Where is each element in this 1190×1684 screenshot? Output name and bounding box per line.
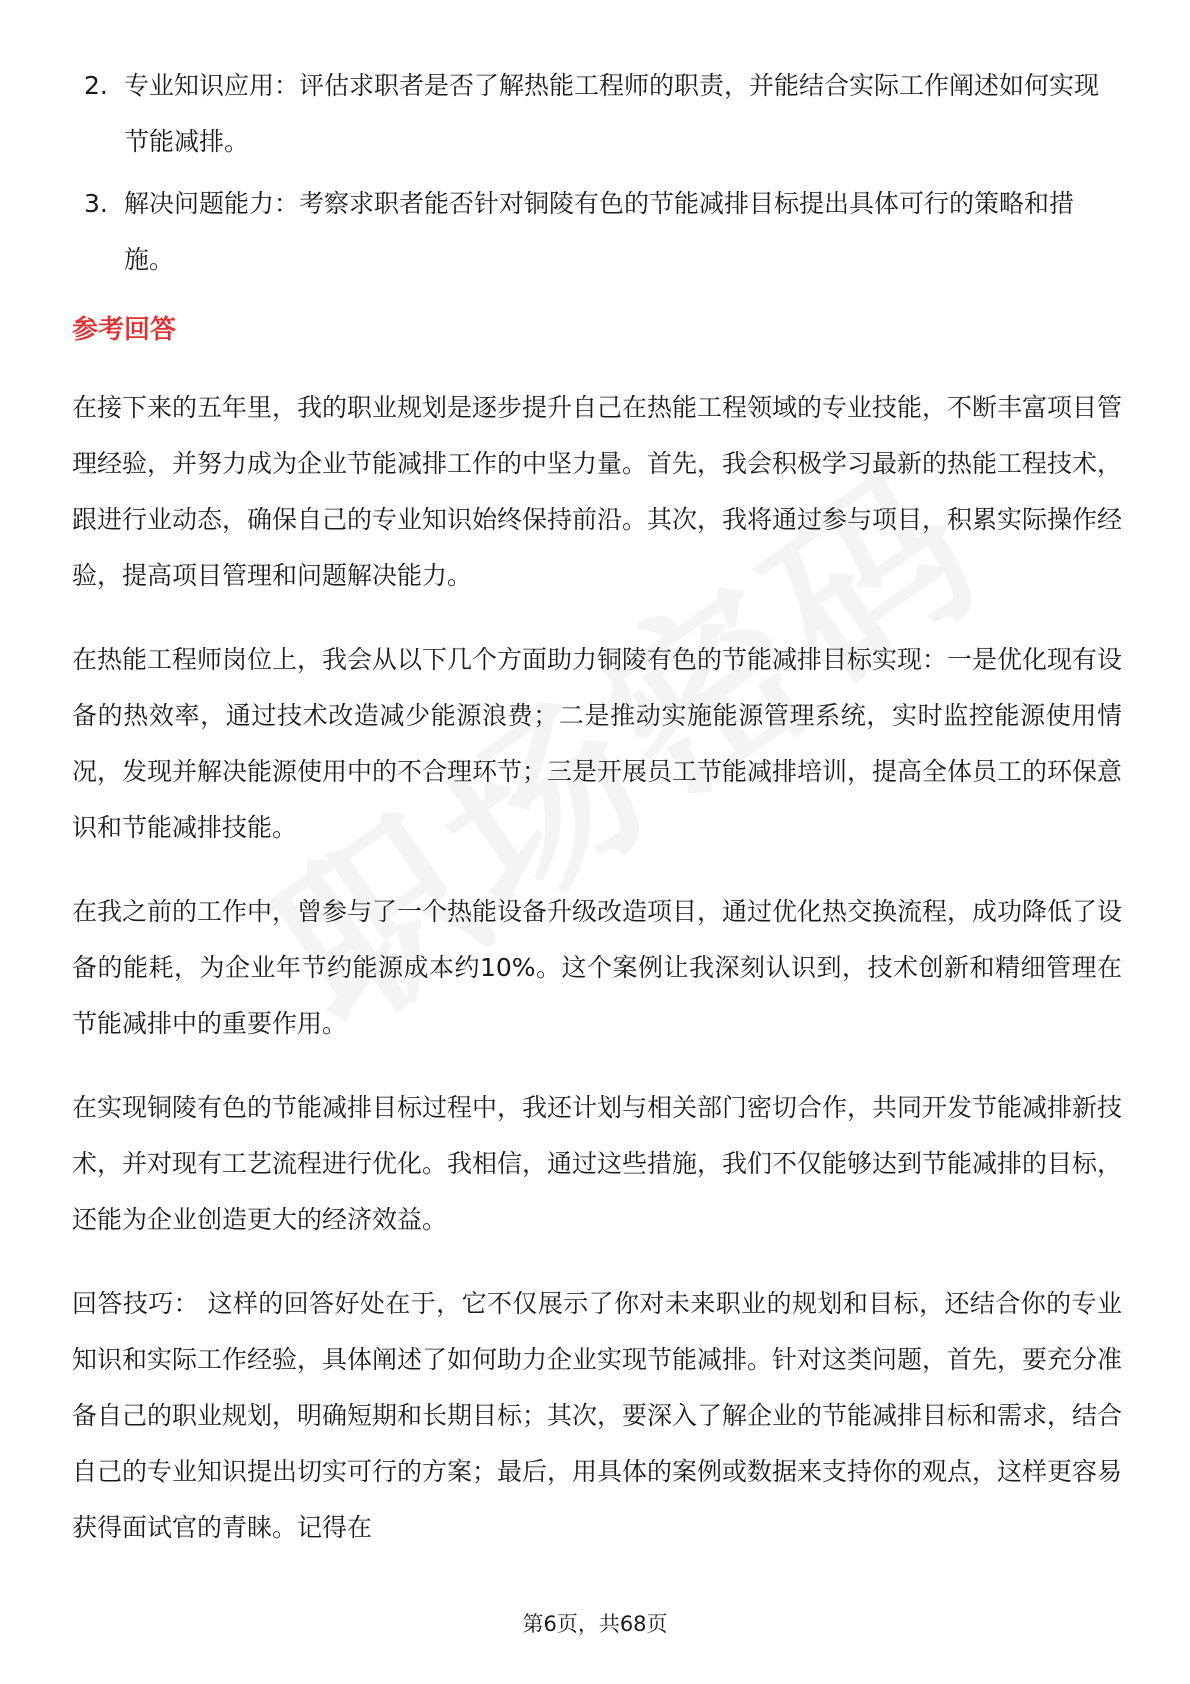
paragraph: 回答技巧： 这样的回答好处在于，它不仅展示了你对未来职业的规划和目标，还结合你的专业知识和实际工作经验，具体阐述了如何助力企业实现节能减排。针对这类问题，首先，要充分准备自己的职业规划，明确短期和长期目标；其次，要深入了解企业的节能减排目标和需求，结合自己的专业知识提出切实可行的方案；最后，用具体的案例或数据来支持你的观点，这样更容易获得面试官的青睐。记得在 — [72, 1289, 1123, 1542]
page-number: 第6页，共68页 — [522, 1612, 668, 1636]
list-item-text: 专业知识应用：评估求职者是否了解热能工程师的职责，并能结合实际工作阐述如何实现节能减排。 — [124, 71, 1100, 156]
answer-content — [72, 380, 1122, 1584]
criteria-list — [72, 58, 1122, 294]
list-item — [72, 58, 1122, 170]
list-item-number: 2. — [84, 71, 108, 100]
paragraph: 在热能工程师岗位上，我会从以下几个方面助力铜陵有色的节能减排目标实现：一是优化现有设备的热效率，通过技术改造减少能源浪费；二是推动实施能源管理系统，实时监控能源使用情况，发现并解决能源使用中的不合理环节；三是开展员工节能减排培训，提高全体员工的环保意识和节能减排技能。 — [72, 645, 1123, 842]
paragraph: 在实现铜陵有色的节能减排目标过程中，我还计划与相关部门密切合作，共同开发节能减排新技术，并对现有工艺流程进行优化。我相信，通过这些措施，我们不仅能够达到节能减排的目标，还能为企业创造更大的经济效益。 — [72, 1093, 1123, 1234]
section-title: 参考回答 — [72, 315, 177, 345]
list-item-text: 解决问题能力：考察求职者能否针对铜陵有色的节能减排目标提出具体可行的策略和措施。 — [124, 189, 1075, 274]
paragraph: 在接下来的五年里，我的职业规划是逐步提升自己在热能工程领域的专业技能，不断丰富项目管理经验，并努力成为企业节能减排工作的中坚力量。首先，我会积极学习最新的热能工程技术，跟进行业动态，确保自己的专业知识始终保持前沿。其次，我将通过参与项目，积累实际操作经验，提高项目管理和问题解决能力。 — [72, 393, 1123, 590]
list-item — [72, 176, 1122, 288]
list-item-number: 3. — [84, 189, 108, 218]
paragraph: 在我之前的工作中，曾参与了一个热能设备升级改造项目，通过优化热交换流程，成功降低了设备的能耗，为企业年节约能源成本约10%。这个案例让我深刻认识到，技术创新和精细管理在节能减排中的重要作用。 — [72, 897, 1123, 1038]
